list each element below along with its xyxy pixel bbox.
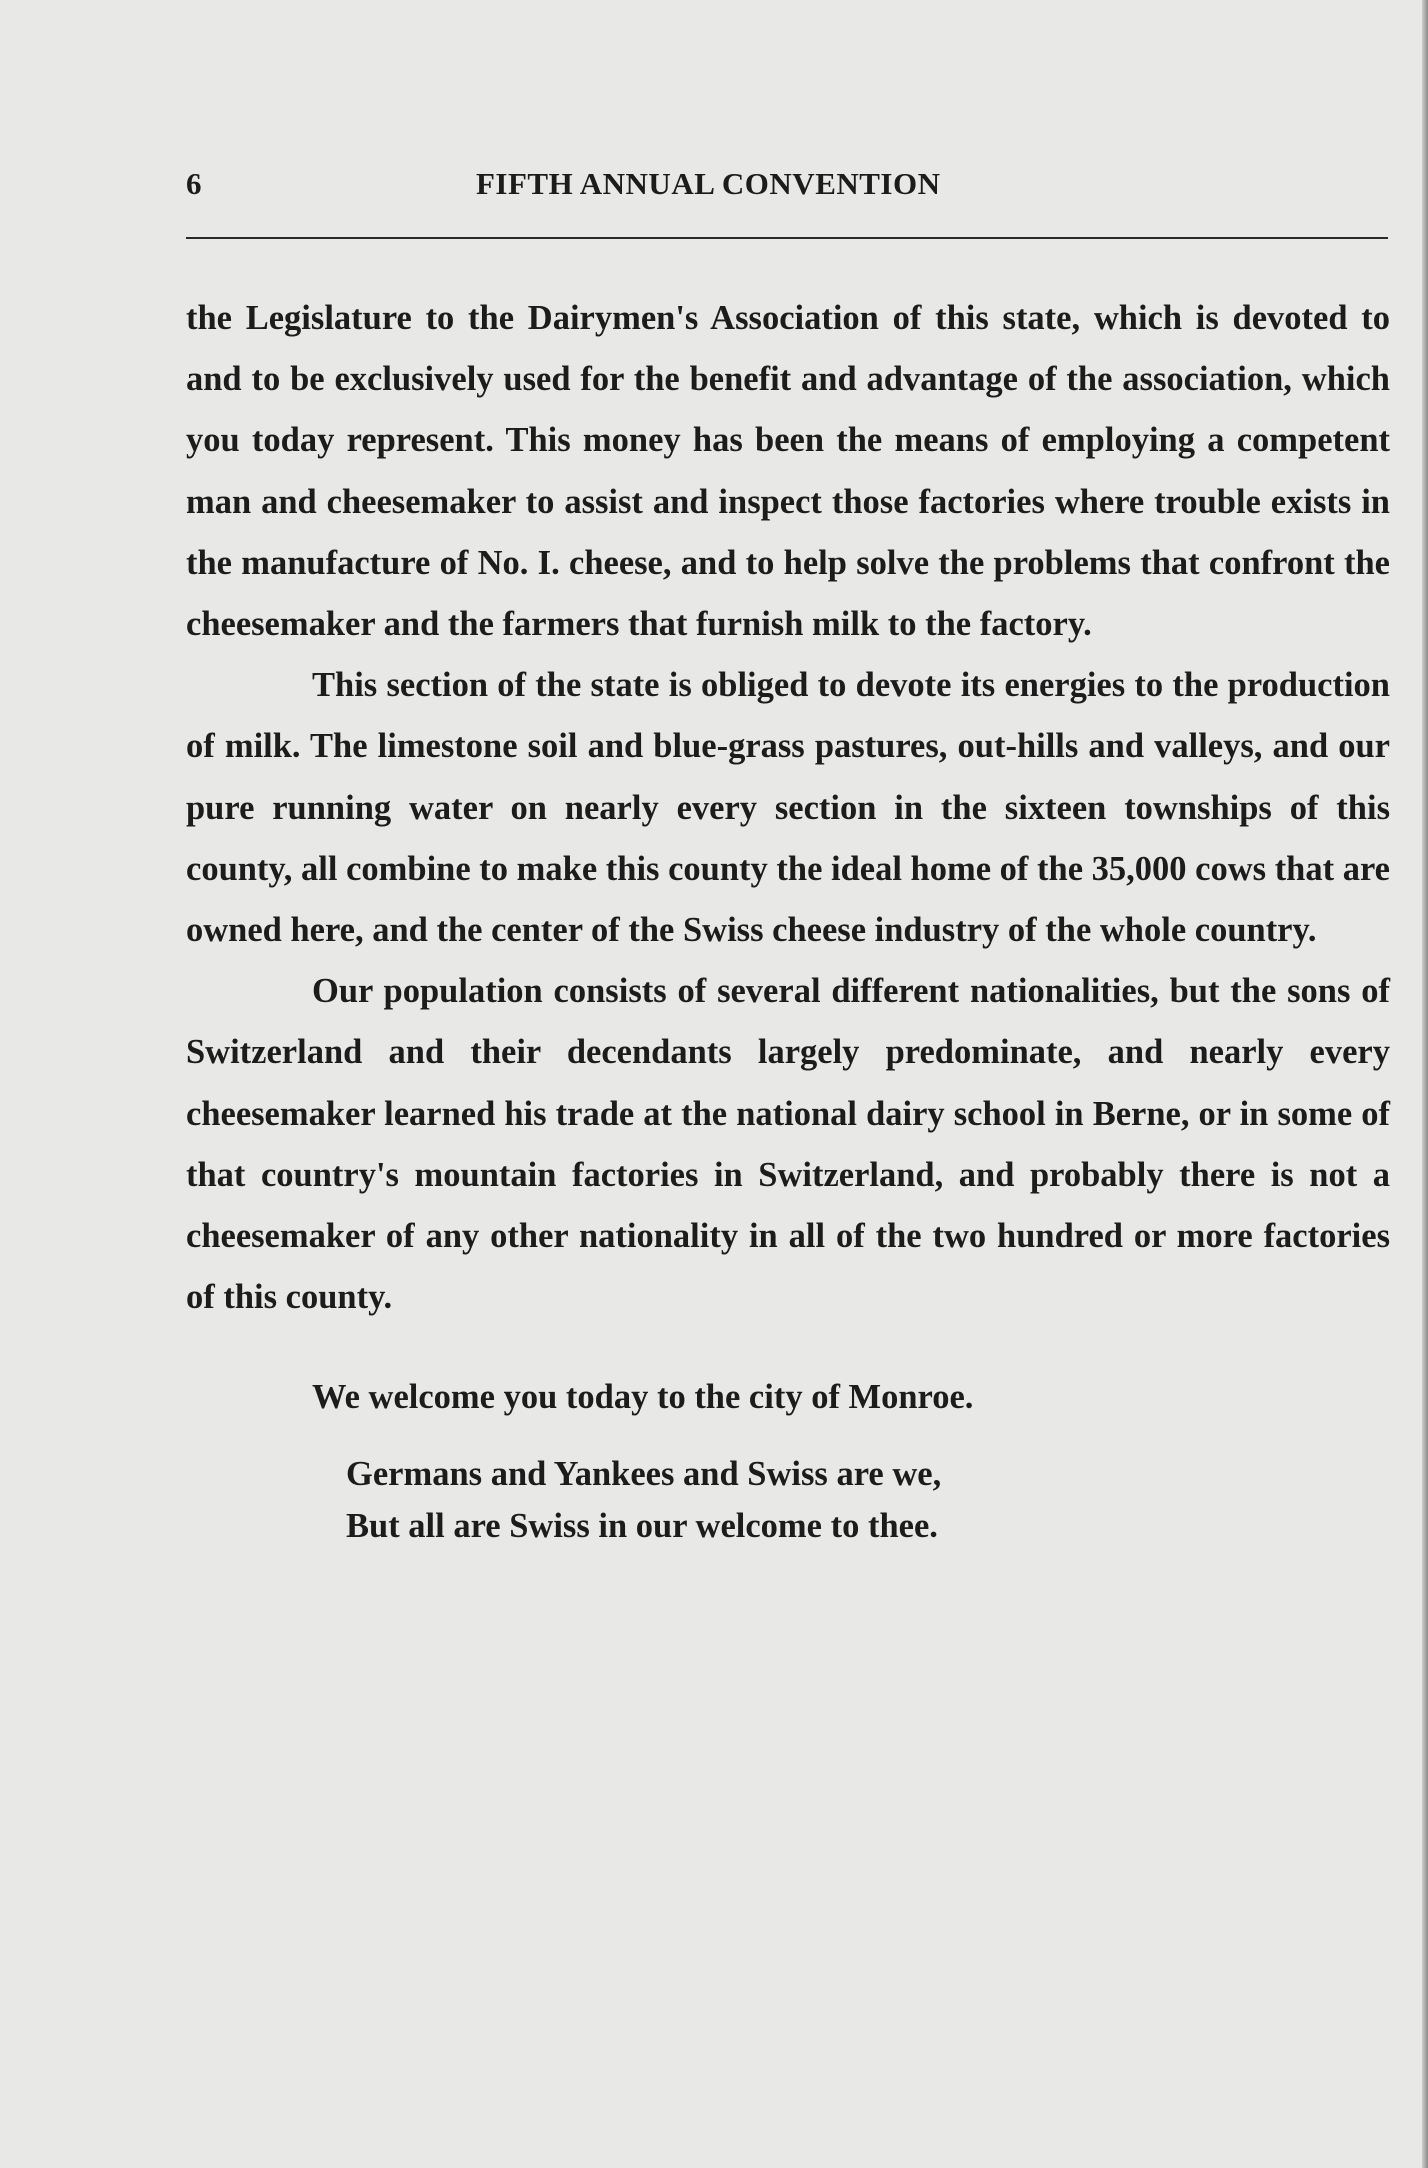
verse — [346, 1448, 941, 1552]
welcome-line: We welcome you today to the city of Monroe. — [312, 1378, 974, 1416]
running-head-title: FIFTH ANNUAL CONVENTION — [476, 166, 941, 201]
paragraph-3: Our population consists of several different nationalities, but the sons of Switzerland and their decendants largely predominate, and nearly every cheesemaker learned his trade at the national dairy school in Berne, or in some of that country's mountain factories in Switzerland, and probably there is not a cheesemaker of any other nationality in all of the two hundred or more factories of this county. — [186, 972, 1390, 1317]
running-head — [186, 160, 1388, 210]
body-text — [186, 288, 1390, 1328]
verse-line-2: But all are Swiss in our welcome to thee. — [346, 1507, 938, 1545]
paragraph-1: the Legislature to the Dairymen's Association of this state, which is devoted to and to be exclusively used for the benefit and advantage of the association, which you today represent. This money has been the means of employing a competent man and cheesemaker to assist and inspect those factories where trouble exists in the manufacture of No. I. cheese, and to help solve the problems that confront the cheesemaker and the farmers that furnish milk to the factory. — [186, 299, 1390, 644]
paragraph-2: This section of the state is obliged to devote its energies to the production of milk. The limestone soil and blue-grass pastures, out-hills and valleys, and our pure running water on nearly every section in the sixteen townships of this county, all combine to make this county the ideal home of the 35,000 cows that are owned here, and the center of the Swiss cheese industry of the whole country. — [186, 666, 1390, 950]
verse-line-1: Germans and Yankees and Swiss are we, — [346, 1455, 942, 1493]
header-rule — [186, 237, 1388, 239]
page-edge-shadow — [1422, 0, 1428, 2168]
page-number: 6 — [186, 166, 202, 201]
